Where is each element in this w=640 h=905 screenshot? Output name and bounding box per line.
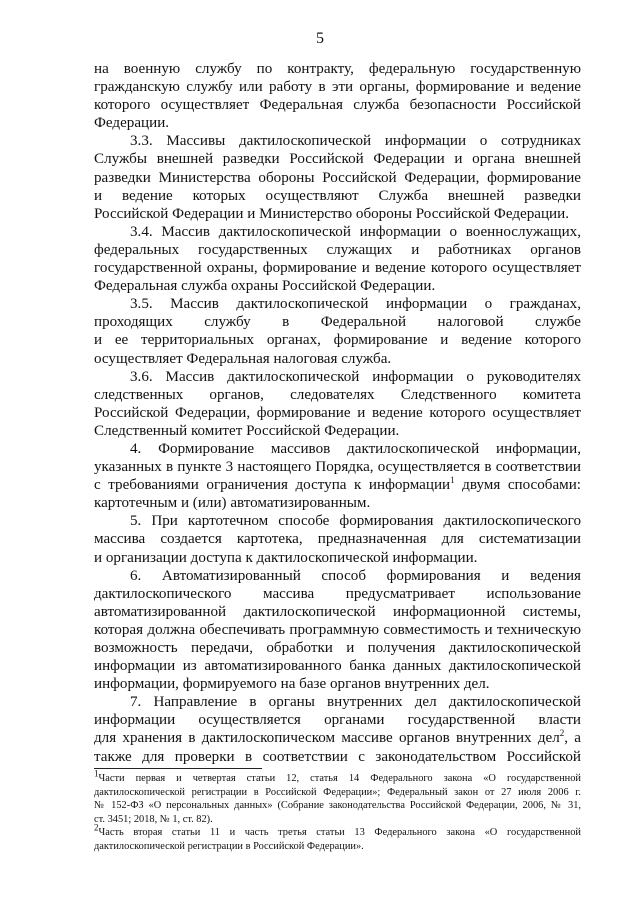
body-line xyxy=(94,711,581,729)
body-line-text: которого осуществляет Федеральная служба безопасности Российской xyxy=(94,97,581,114)
body-line xyxy=(94,422,581,440)
footnote-marker: 2 xyxy=(94,822,99,833)
body-line xyxy=(94,368,581,386)
body-line xyxy=(94,223,581,241)
body-line xyxy=(94,530,581,548)
body-line-text: картотечным и (или) автоматизированным. xyxy=(94,495,371,512)
body-line xyxy=(94,440,581,458)
body-line xyxy=(94,567,581,585)
footnotes xyxy=(94,768,581,854)
body-line xyxy=(94,78,581,96)
body-line-text: для хранения в дактилоскопическом массиве органов внутренних дел xyxy=(94,730,560,747)
body-line xyxy=(94,96,581,114)
body-line-text: разведки Министерства обороны Российской Федерации, формирование xyxy=(94,169,581,186)
body-line-text: двумя способами: xyxy=(454,477,581,494)
body-line xyxy=(94,295,581,313)
footnote-line xyxy=(94,813,581,827)
body-line xyxy=(94,259,581,277)
body-line xyxy=(94,350,581,368)
body-line-text: Российской Федерации и Министерство обороны Российской Федерации. xyxy=(94,205,569,222)
body-line-text: информации осуществляется органами государственной власти xyxy=(94,712,581,729)
body-line-text: 3.5. Массив дактилоскопической информации о гражданах, xyxy=(130,296,581,313)
body-line xyxy=(94,657,581,675)
body-line-text: автоматизированной дактилоскопической информационной системы, xyxy=(94,603,581,620)
body-line-text: и организации доступа к дактилоскопической информации. xyxy=(94,549,478,566)
body-line xyxy=(94,132,581,150)
body-line-text: с требованиями ограничения доступа к информации xyxy=(94,477,451,494)
footnote-line-text: дактилоскопической регистрации в Российской Федерации». xyxy=(94,840,364,852)
body-line xyxy=(94,639,581,657)
body-line-text: информации, формируемого на базе органов внутренних дел. xyxy=(94,676,490,693)
body-line-text: информации из автоматизированного банка данных дактилоскопической xyxy=(94,658,581,675)
footnote-reference: 2 xyxy=(559,728,565,739)
footnote-marker: 1 xyxy=(94,768,99,779)
body-line xyxy=(94,693,581,711)
body-line-text: 4. Формирование массивов дактилоскопической информации, xyxy=(130,440,581,457)
body-line-text: Федеральная служба охраны Российской Федерации. xyxy=(94,278,436,295)
body-line xyxy=(94,241,581,259)
body-line-text: , а xyxy=(564,730,582,747)
footnote-line xyxy=(94,768,581,786)
body-line xyxy=(94,277,581,295)
body-line-text: Федерации. xyxy=(94,115,170,132)
body-line-text: государственной охраны, формирование и ведение которого осуществляет xyxy=(94,260,581,277)
body-line xyxy=(94,150,581,168)
body-line-text: Службы внешней разведки Российской Федерации и органа внешней xyxy=(94,151,581,168)
body-line xyxy=(94,404,581,422)
body-line xyxy=(94,621,581,639)
body-line xyxy=(94,675,581,693)
page-number: 5 xyxy=(316,30,324,47)
body-line xyxy=(94,512,581,530)
body-line xyxy=(94,476,581,494)
body-line-text: дактилоскопического массива предусматривает использование xyxy=(94,585,581,602)
body-line-text: которая должна обеспечивать программную совместимость и техническую xyxy=(94,621,581,638)
body-line xyxy=(94,187,581,205)
body-line-text: также для проверки в соответствии с законодательством Российской xyxy=(94,748,581,765)
body-line xyxy=(94,386,581,404)
body-line xyxy=(94,114,581,132)
body-line xyxy=(94,729,581,747)
body-line-text: 7. Направление в органы внутренних дел дактилоскопической xyxy=(130,694,581,711)
body-line xyxy=(94,603,581,621)
body-line-text: на военную службу по контракту, федеральную государственную xyxy=(94,61,581,77)
body-line-text: 6. Автоматизированный способ формирования и ведения xyxy=(130,567,581,584)
body-line xyxy=(94,169,581,187)
body-line xyxy=(94,458,581,476)
body-line-text: 3.3. Массивы дактилоскопической информации о сотрудниках xyxy=(130,133,581,150)
body-line xyxy=(94,748,581,766)
body-line-text: 3.4. Массив дактилоскопической информации о военнослужащих, xyxy=(130,223,581,240)
footnote-separator xyxy=(94,768,262,769)
body-line-text: федеральных государственных служащих и работниках органов xyxy=(94,241,581,258)
body-line xyxy=(94,549,581,567)
body-line xyxy=(94,585,581,603)
footnote-line xyxy=(94,822,581,840)
body-line-text: Следственный комитет Российской Федерации. xyxy=(94,422,400,439)
footnote-line xyxy=(94,840,581,854)
body-line-text: указанных в пункте 3 настоящего Порядка, осуществляется в соответствии xyxy=(94,459,581,476)
body-line xyxy=(94,331,581,349)
footnote-line-text: ст. 3451; 2018, № 1, ст. 82). xyxy=(94,813,213,825)
body-line-text: возможность передачи, обработки и получения дактилоскопической xyxy=(94,640,581,656)
body-line xyxy=(94,60,581,78)
footnote-line-text: дактилоскопической регистрации в Российской Федерации»; Федеральный закон от 27 июля 2006 г. xyxy=(94,786,581,798)
body-line-text: Российской Федерации, формирование и ведение которого осуществляет xyxy=(94,404,581,421)
footnote-line xyxy=(94,786,581,800)
body-line-text: осуществляет Федеральная налоговая служба. xyxy=(94,350,392,367)
body-line-text: и ведение которых осуществляют Служба внешней разведки xyxy=(94,187,581,204)
footnote-reference: 1 xyxy=(450,475,455,486)
footnote-line xyxy=(94,799,581,813)
footnote-line-text: Части первая и четвертая статьи 12, статья 14 Федерального закона «О государственной xyxy=(98,773,581,784)
body-line-text: массива создается картотека, предназначенная для систематизации xyxy=(94,531,581,548)
body-line xyxy=(94,313,581,331)
body-line-text: 5. При картотечном способе формирования дактилоскопического xyxy=(130,513,581,530)
body-line-text: проходящих службу в Федеральной налоговой службе xyxy=(94,314,581,331)
footnote-line-text: Часть вторая статьи 11 и часть третья статьи 13 Федерального закона «О государственной xyxy=(98,827,581,839)
document-body xyxy=(94,60,581,766)
footnote-line-text: № 152-ФЗ «О персональных данных» (Собрание законодательства Российской Федерации, 2006, № 31, xyxy=(94,800,581,812)
body-line-text: 3.6. Массив дактилоскопической информации о руководителях xyxy=(130,368,581,385)
body-line xyxy=(94,494,581,512)
body-line xyxy=(94,205,581,223)
body-line-text: гражданскую службу или работу в эти органы, формирование и ведение xyxy=(94,79,581,96)
body-line-text: и ее территориальных органах, формирование и ведение которого xyxy=(94,332,581,349)
body-line-text: следственных органов, следователях Следственного комитета xyxy=(94,386,581,403)
